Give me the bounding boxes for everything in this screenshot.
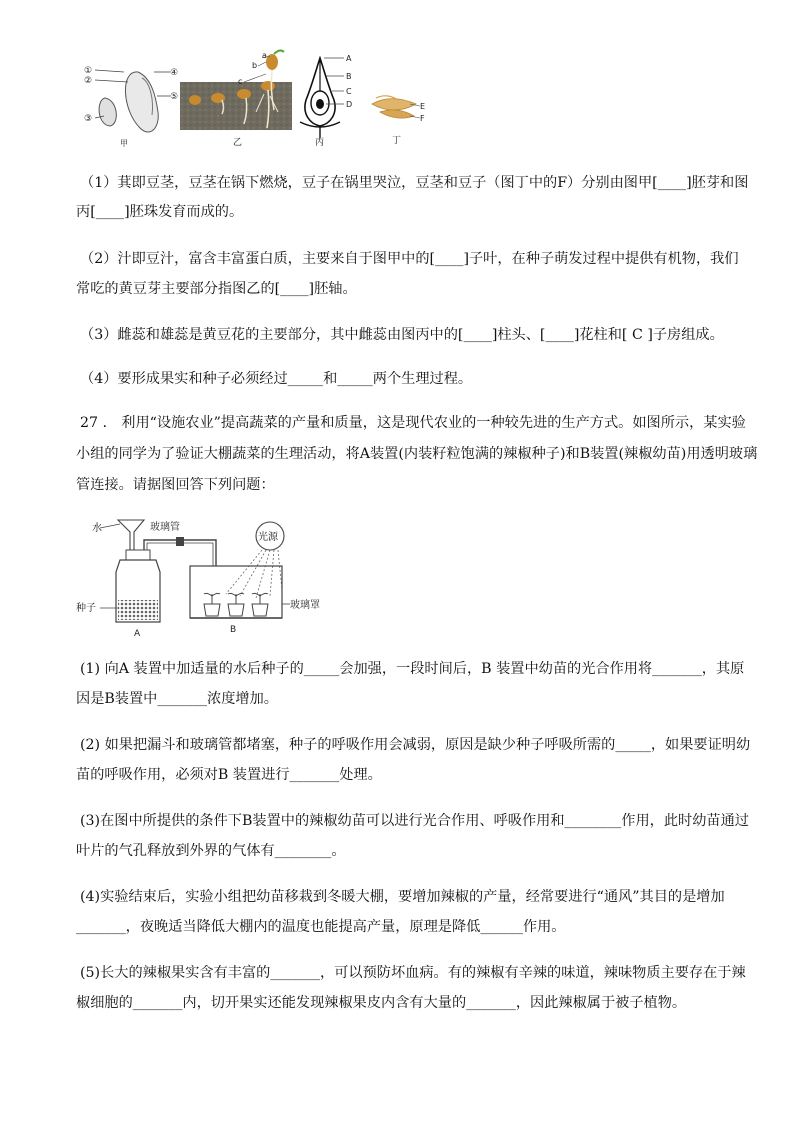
q26-part2-line2: 常吃的黄豆芽主要部分指图乙的[____]胚轴。 — [76, 281, 357, 297]
label-B-device: B — [230, 625, 237, 635]
label-c: c — [238, 77, 243, 86]
label-glass-tube: 玻璃管 — [150, 522, 180, 533]
label-A-device: A — [134, 629, 141, 639]
label-seeds: 种子 — [76, 603, 96, 614]
label-D: D — [346, 100, 353, 109]
label-water: 水 — [92, 523, 102, 534]
label-3: ③ — [84, 114, 93, 124]
label-glass-cover: 玻璃罩 — [290, 600, 320, 611]
seeds-layer — [118, 600, 158, 620]
q26-part1-line1: （1）萁即豆茎，豆茎在锅下燃烧，豆子在锅里哭泣，豆茎和豆子（图丁中的F）分别由图甲[____]胚芽和图 — [80, 175, 749, 191]
q27-sub5-line2: 椒细胞的_______内，切开果实还能发现辣椒果皮内含有大量的_______，因此辣椒属于被子植物。 — [76, 995, 687, 1011]
q27-sub2-line1: (2) 如果把漏斗和玻璃管都堵塞，种子的呼吸作用会减弱，原因是缺少种子呼吸所需的_____，如果要证明幼 — [80, 737, 751, 753]
label-A: A — [346, 54, 352, 63]
label-1: ① — [84, 66, 93, 76]
seedling-pots — [204, 604, 268, 616]
q27-sub4-line2: _______，夜晚适当降低大棚内的温度也能提高产量，原理是降低______作用。 — [76, 919, 566, 935]
label-C: C — [346, 87, 352, 96]
label-ding: 丁 — [392, 136, 402, 146]
label-F: F — [420, 114, 425, 123]
label-2: ② — [84, 76, 93, 86]
stopper — [126, 550, 150, 560]
q26-part3: （3）雌蕊和雄蕊是黄豆花的主要部分，其中雌蕊由图丙中的[____]柱头、[____]花柱和[ C ]子房组成。 — [80, 327, 724, 343]
label-b: b — [252, 61, 258, 70]
label-a: a — [262, 51, 267, 60]
q27-sub4-line1: (4)实验结束后，实验小组把幼苗移栽到冬暖大棚，要增加辣椒的产量，经常要进行“通风”其目的是增加 — [80, 889, 725, 905]
label-E: E — [420, 102, 426, 111]
label-5: ⑤ — [170, 92, 179, 102]
funnel — [118, 520, 144, 554]
figure-yi-germination — [180, 50, 292, 148]
q27-sub3-line2: 叶片的气孔释放到外界的气体有________。 — [76, 843, 346, 859]
q27-sub5-line1: (5)长大的辣椒果实含有丰富的_______，可以预防坏血病。有的辣椒有辛辣的味道，辣味物质主要存在于辣 — [80, 965, 746, 981]
label-yi: 乙 — [233, 138, 243, 148]
q27-stem-line1: 27 ． 利用“设施农业”提高蔬菜的产量和质量，这是现代农业的一种较先进的生产方式。如图所示，某实验 — [80, 415, 746, 431]
figure-jia-bean-seed — [84, 66, 178, 148]
label-light: 光源 — [258, 532, 278, 543]
figure-ding-pod — [372, 96, 425, 146]
label-bing: 丙 — [315, 138, 325, 148]
seed-structure-figure — [0, 0, 794, 150]
q26-part1-line2: 丙[____]胚珠发育而成的。 — [76, 204, 244, 220]
q27-sub3-line1: (3)在图中所提供的条件下B装置中的辣椒幼苗可以进行光合作用、呼吸作用和________作用，此时幼苗通过 — [80, 813, 749, 829]
q27-stem-line3: 管连接。请据图回答下列问题： — [76, 477, 275, 493]
apparatus-figure — [0, 510, 794, 650]
label-jia: 甲 — [120, 139, 128, 148]
q27-stem-line2: 小组的同学为了验证大棚蔬菜的生理活动，将A装置(内装籽粒饱满的辣椒种子)和B装置(辣椒幼苗)用透明玻璃 — [76, 446, 758, 462]
q27-sub1-line1: (1) 向A 装置中加适量的水后种子的_____会加强，一段时间后，B 装置中幼苗的光合作用将_______，其原 — [80, 661, 745, 677]
figure-bing-pistil — [300, 54, 352, 148]
label-B: B — [346, 72, 352, 81]
label-4: ④ — [170, 68, 179, 78]
q26-part4: （4）要形成果实和种子必须经过_____和_____两个生理过程。 — [80, 371, 473, 387]
q26-part2-line1: （2）汁即豆汁，富含丰富蛋白质，主要来自于图甲中的[____]子叶，在种子萌发过程中提供有机物，我们 — [80, 251, 739, 267]
q27-sub2-line2: 苗的呼吸作用，必须对B 装置进行_______处理。 — [76, 767, 382, 783]
q27-sub1-line2: 因是B装置中_______浓度增加。 — [76, 691, 278, 707]
